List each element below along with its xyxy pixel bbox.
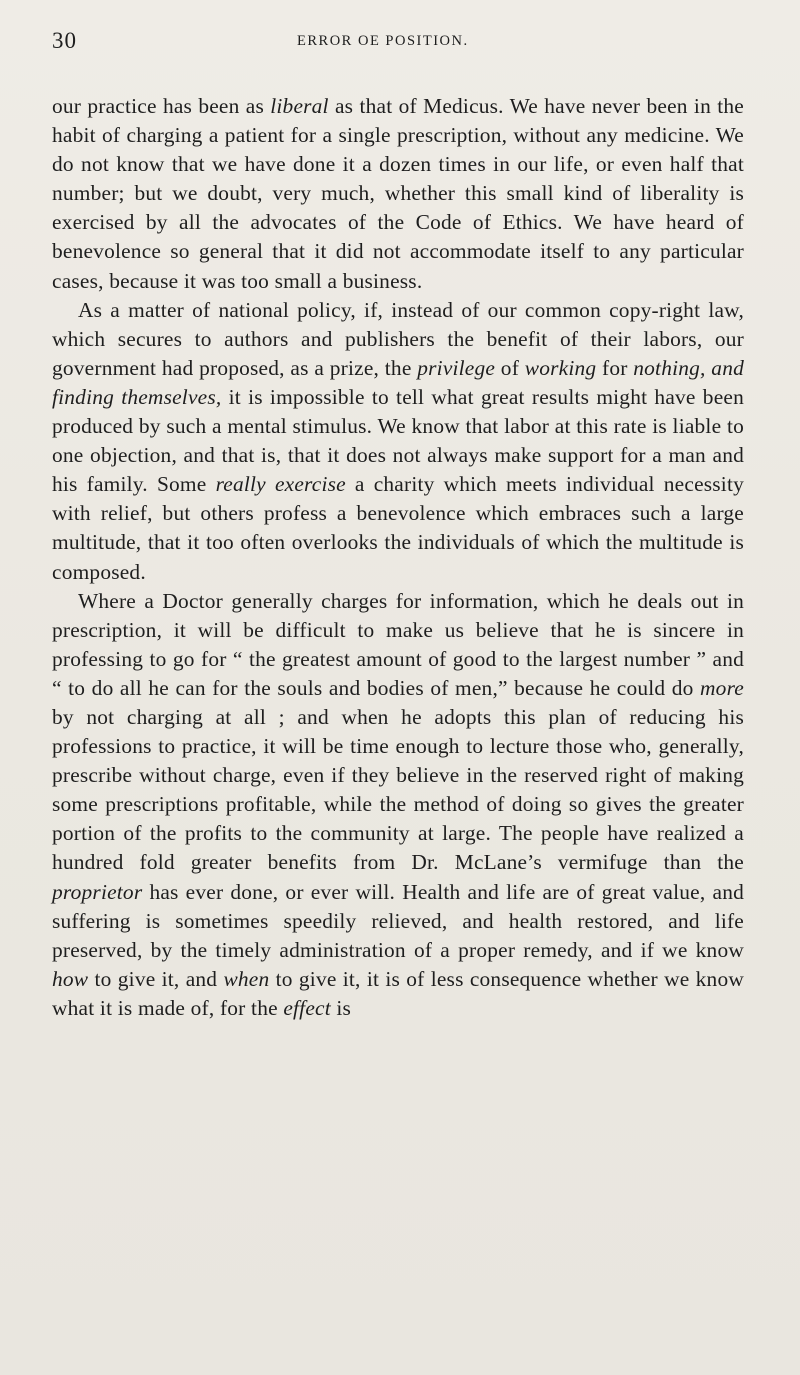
italic-text: how <box>52 966 89 991</box>
text-run: As a matter of national policy, if, instead of our common copy-right law, which secures to authors and publishers the benefit of their labors, our government had proposed, as a prize, the <box>52 297 744 380</box>
text-run: has ever done, or ever will. Health and life are of great value, and suffering is sometimes speedily relieved, and health restored, and life preserved, by the timely administration of a proper remedy, and if we know <box>52 879 744 962</box>
running-header <box>52 28 740 58</box>
italic-text: when <box>223 966 270 991</box>
italic-text: privilege <box>417 355 496 380</box>
italic-text: working <box>524 355 597 380</box>
italic-text: nothing, and finding themselves, <box>52 355 744 409</box>
body-text <box>52 92 744 1023</box>
italic-text: more <box>700 675 744 700</box>
text-run: is <box>330 995 352 1020</box>
text-run: to give it, it is of less consequence whether we know what it is made of, for the <box>52 966 744 1020</box>
text-run: as that of Medicus. We have never been in the habit of charging a patient for a single prescription, without any medicine. We do not know that we have done it a dozen times in our life, or even half that number; but we doubt, very much, whether this small kind of liberality is exercised by all the advocates of the Code of Ethics. We have heard of benevolence so general that it did not accommodate itself to any particular cases, because it was too small a business. <box>52 94 744 293</box>
paragraph-2 <box>52 296 744 587</box>
text-run: our practice has been as <box>52 94 271 118</box>
italic-text: really exercise <box>215 472 346 497</box>
italic-text: liberal <box>270 94 329 118</box>
italic-text: proprietor <box>52 879 143 904</box>
text-run: by not charging at all ; and when he adopts this plan of reducing his professions to practice, it will be time enough to lecture those who, generally, prescribe without charge, even if they believe in the reserved right of making some prescriptions profitable, while the method of doing so gives the greater portion of the profits to the community at large. The people have realized a hundred fold greater benefits from Dr. McLane’s vermifuge than the <box>52 704 744 875</box>
text-run: Where a Doctor generally charges for information, which he deals out in prescription, it will be difficult to make us believe that he is sincere in professing to go for “ the greatest amount of good to the largest number ” and “ to do all he can for the souls and bodies of men,” because he could do <box>52 588 744 700</box>
running-title: ERROR OE POSITION. <box>297 33 469 49</box>
text-run: a charity which meets individual necessity with relief, but others profess a benevolence which embraces such a large multitude, that it too often overlooks the individuals of which the multitude is composed. <box>52 472 744 584</box>
text-run: of <box>495 355 525 380</box>
page-number: 30 <box>52 28 77 53</box>
text-run: to give it, and <box>88 966 224 991</box>
paragraph-3 <box>52 587 744 1023</box>
italic-text: effect <box>283 995 331 1020</box>
text-run: for <box>596 355 634 380</box>
text-run: it is impossible to tell what great results might have been produced by such a mental stimulus. We know that labor at this rate is liable to one objection, and that is, that it does not always make support for a man and his family. Some <box>52 384 744 497</box>
paragraph-1 <box>52 92 744 296</box>
